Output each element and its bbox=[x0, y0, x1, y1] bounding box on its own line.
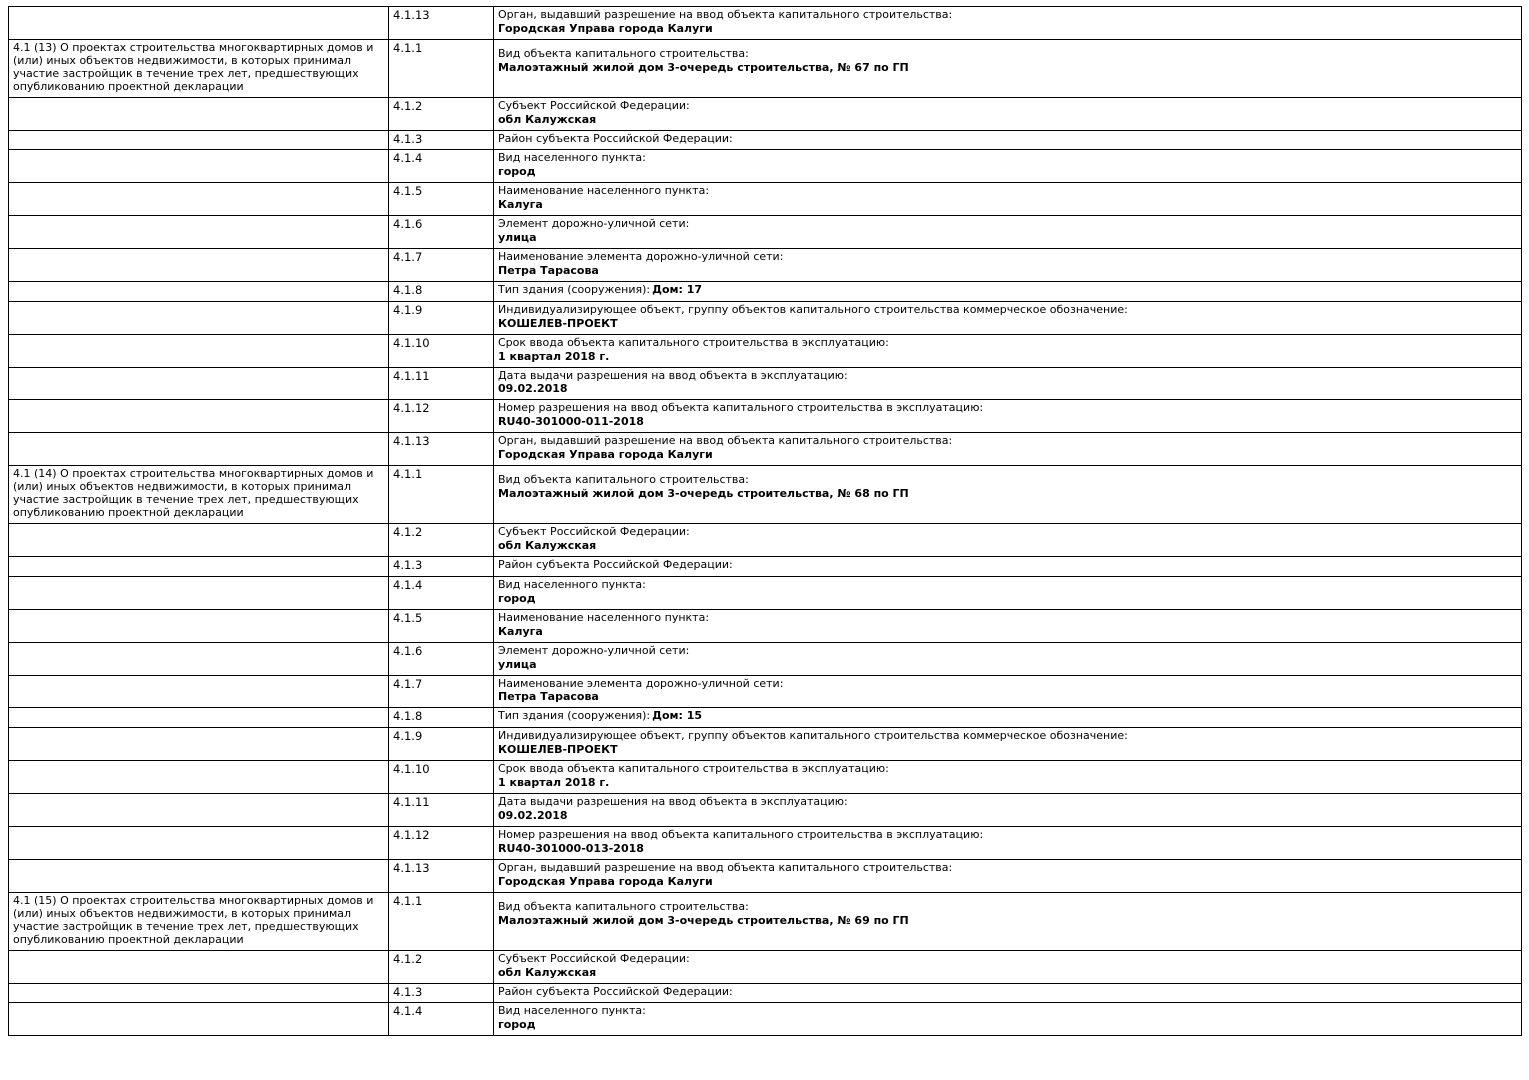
table-row bbox=[9, 557, 1522, 577]
field-value: Калуга bbox=[498, 198, 543, 212]
field-label: Тип здания (сооружения): bbox=[498, 283, 651, 297]
field-label: Район субъекта Российской Федерации: bbox=[498, 984, 733, 998]
field-code: 4.1.11 bbox=[389, 793, 494, 826]
field-code: 4.1.13 bbox=[389, 433, 494, 466]
field-label: Наименование элемента дорожно-уличной сети: bbox=[498, 676, 784, 690]
field-content bbox=[494, 859, 1522, 892]
field-label: Дата выдачи разрешения на ввод объекта в эксплуатацию: bbox=[498, 368, 848, 382]
field-content bbox=[494, 708, 1522, 728]
field-code: 4.1.6 bbox=[389, 642, 494, 675]
field-content bbox=[494, 7, 1522, 40]
field-code: 4.1.1 bbox=[389, 892, 494, 950]
declaration-table bbox=[8, 6, 1522, 1036]
table-row bbox=[9, 433, 1522, 466]
section-spacer-cell bbox=[9, 609, 389, 642]
field-value: улица bbox=[498, 657, 537, 671]
table-row bbox=[9, 950, 1522, 983]
field-code: 4.1.9 bbox=[389, 728, 494, 761]
field-content bbox=[494, 642, 1522, 675]
section-spacer-cell bbox=[9, 1003, 389, 1036]
field-value: Городская Управа города Калуги bbox=[498, 874, 713, 888]
field-label: Срок ввода объекта капитального строительства в эксплуатацию: bbox=[498, 761, 889, 775]
field-content bbox=[494, 249, 1522, 282]
field-content bbox=[494, 760, 1522, 793]
field-label: Тип здания (сооружения): bbox=[498, 709, 651, 723]
field-content bbox=[494, 950, 1522, 983]
field-value: RU40-301000-013-2018 bbox=[498, 841, 644, 855]
field-code: 4.1.5 bbox=[389, 183, 494, 216]
field-label: Субъект Российской Федерации: bbox=[498, 525, 690, 539]
field-code: 4.1.2 bbox=[389, 524, 494, 557]
field-code: 4.1.4 bbox=[389, 1003, 494, 1036]
section-spacer-cell bbox=[9, 282, 389, 302]
table-row bbox=[9, 301, 1522, 334]
section-spacer-cell bbox=[9, 760, 389, 793]
section-heading-cell: 4.1 (15) О проектах строительства многоквартирных домов и (или) иных объектов недвижимости, в которых принимал участие застройщик в течение трех лет, предшествующих опубликованию проектной декларации bbox=[9, 892, 389, 950]
field-code: 4.1.13 bbox=[389, 7, 494, 40]
field-code: 4.1.11 bbox=[389, 367, 494, 400]
field-label: Район субъекта Российской Федерации: bbox=[498, 558, 733, 572]
field-code: 4.1.3 bbox=[389, 130, 494, 150]
field-content bbox=[494, 1003, 1522, 1036]
section-spacer-cell bbox=[9, 950, 389, 983]
field-code: 4.1.12 bbox=[389, 400, 494, 433]
section-spacer-cell bbox=[9, 150, 389, 183]
table-row bbox=[9, 183, 1522, 216]
section-spacer-cell bbox=[9, 433, 389, 466]
field-value: Городская Управа города Калуги bbox=[498, 448, 713, 462]
field-label: Наименование населенного пункта: bbox=[498, 610, 710, 624]
section-spacer-cell bbox=[9, 301, 389, 334]
section-heading-cell: 4.1 (13) О проектах строительства многоквартирных домов и (или) иных объектов недвижимости, в которых принимал участие застройщик в течение трех лет, предшествующих опубликованию проектной декларации bbox=[9, 39, 389, 97]
section-spacer-cell bbox=[9, 642, 389, 675]
field-value: Петра Тарасова bbox=[498, 264, 599, 278]
section-spacer-cell bbox=[9, 524, 389, 557]
field-label: Субъект Российской Федерации: bbox=[498, 951, 690, 965]
table-row bbox=[9, 249, 1522, 282]
field-label: Элемент дорожно-уличной сети: bbox=[498, 217, 690, 231]
field-content bbox=[494, 282, 1522, 302]
table-row bbox=[9, 760, 1522, 793]
field-code: 4.1.8 bbox=[389, 282, 494, 302]
field-content bbox=[494, 216, 1522, 249]
field-value: 09.02.2018 bbox=[498, 382, 568, 396]
field-content bbox=[494, 301, 1522, 334]
field-code: 4.1.13 bbox=[389, 859, 494, 892]
field-label: Элемент дорожно-уличной сети: bbox=[498, 643, 690, 657]
field-code: 4.1.1 bbox=[389, 466, 494, 524]
table-row bbox=[9, 7, 1522, 40]
field-code: 4.1.5 bbox=[389, 609, 494, 642]
field-code: 4.1.4 bbox=[389, 576, 494, 609]
field-value: Дом: 15 bbox=[652, 709, 703, 723]
field-code: 4.1.3 bbox=[389, 983, 494, 1003]
field-label: Орган, выдавший разрешение на ввод объекта капитального строительства: bbox=[498, 8, 953, 21]
field-value: Дом: 17 bbox=[652, 283, 703, 297]
field-label: Вид объекта капитального строительства: bbox=[498, 46, 749, 60]
table-row bbox=[9, 282, 1522, 302]
field-content bbox=[494, 675, 1522, 708]
field-content bbox=[494, 130, 1522, 150]
section-spacer-cell bbox=[9, 183, 389, 216]
field-label: Вид населенного пункта: bbox=[498, 577, 646, 591]
table-row bbox=[9, 97, 1522, 130]
field-label: Номер разрешения на ввод объекта капитального строительства в эксплуатацию: bbox=[498, 401, 984, 415]
table-row bbox=[9, 642, 1522, 675]
section-spacer-cell bbox=[9, 97, 389, 130]
section-heading-cell: 4.1 (14) О проектах строительства многоквартирных домов и (или) иных объектов недвижимости, в которых принимал участие застройщик в течение трех лет, предшествующих опубликованию проектной декларации bbox=[9, 466, 389, 524]
field-value: Городская Управа города Калуги bbox=[498, 21, 713, 35]
field-label: Орган, выдавший разрешение на ввод объекта капитального строительства: bbox=[498, 860, 953, 874]
table-row bbox=[9, 466, 1522, 524]
table-row bbox=[9, 150, 1522, 183]
field-label: Субъект Российской Федерации: bbox=[498, 98, 690, 112]
field-value: город bbox=[498, 165, 536, 179]
field-value: Малоэтажный жилой дом 3-очередь строительства, № 69 по ГП bbox=[498, 913, 909, 927]
section-spacer-cell bbox=[9, 367, 389, 400]
field-label: Орган, выдавший разрешение на ввод объекта капитального строительства: bbox=[498, 434, 953, 448]
field-code: 4.1.1 bbox=[389, 39, 494, 97]
field-content bbox=[494, 524, 1522, 557]
field-content bbox=[494, 557, 1522, 577]
table-row bbox=[9, 576, 1522, 609]
field-content bbox=[494, 826, 1522, 859]
field-content bbox=[494, 97, 1522, 130]
field-code: 4.1.12 bbox=[389, 826, 494, 859]
table-row bbox=[9, 826, 1522, 859]
section-spacer-cell bbox=[9, 793, 389, 826]
field-content bbox=[494, 183, 1522, 216]
table-row bbox=[9, 400, 1522, 433]
field-code: 4.1.7 bbox=[389, 249, 494, 282]
field-value: Петра Тарасова bbox=[498, 690, 599, 704]
section-heading-cell bbox=[9, 7, 389, 40]
field-label: Номер разрешения на ввод объекта капитального строительства в эксплуатацию: bbox=[498, 827, 984, 841]
field-label: Вид населенного пункта: bbox=[498, 1004, 646, 1018]
field-code: 4.1.6 bbox=[389, 216, 494, 249]
field-label: Индивидуализирующее объект, группу объектов капитального строительства коммерческое обозначение: bbox=[498, 302, 1128, 316]
field-code: 4.1.2 bbox=[389, 97, 494, 130]
field-label: Вид объекта капитального строительства: bbox=[498, 473, 749, 487]
table-row bbox=[9, 983, 1522, 1003]
section-spacer-cell bbox=[9, 334, 389, 367]
table-row bbox=[9, 1003, 1522, 1036]
field-content bbox=[494, 576, 1522, 609]
field-value: Малоэтажный жилой дом 3-очередь строительства, № 68 по ГП bbox=[498, 487, 909, 501]
table-row bbox=[9, 609, 1522, 642]
field-label: Наименование элемента дорожно-уличной сети: bbox=[498, 250, 784, 264]
field-value: Калуга bbox=[498, 624, 543, 638]
field-content bbox=[494, 609, 1522, 642]
section-spacer-cell bbox=[9, 216, 389, 249]
field-value: обл Калужская bbox=[498, 965, 597, 979]
section-spacer-cell bbox=[9, 859, 389, 892]
field-code: 4.1.10 bbox=[389, 760, 494, 793]
section-spacer-cell bbox=[9, 576, 389, 609]
field-content bbox=[494, 433, 1522, 466]
section-spacer-cell bbox=[9, 728, 389, 761]
table-row bbox=[9, 708, 1522, 728]
field-value: город bbox=[498, 1018, 536, 1032]
section-spacer-cell bbox=[9, 557, 389, 577]
section-spacer-cell bbox=[9, 983, 389, 1003]
table-row bbox=[9, 675, 1522, 708]
section-spacer-cell bbox=[9, 249, 389, 282]
field-value: Малоэтажный жилой дом 3-очередь строительства, № 67 по ГП bbox=[498, 60, 909, 74]
field-value: улица bbox=[498, 231, 537, 245]
section-spacer-cell bbox=[9, 130, 389, 150]
field-value: 1 квартал 2018 г. bbox=[498, 775, 610, 789]
field-value: обл Калужская bbox=[498, 539, 597, 553]
field-content bbox=[494, 793, 1522, 826]
field-content bbox=[494, 728, 1522, 761]
field-value: 09.02.2018 bbox=[498, 808, 568, 822]
section-spacer-cell bbox=[9, 826, 389, 859]
field-content bbox=[494, 367, 1522, 400]
section-spacer-cell bbox=[9, 400, 389, 433]
field-code: 4.1.10 bbox=[389, 334, 494, 367]
table-row bbox=[9, 39, 1522, 97]
field-label: Вид населенного пункта: bbox=[498, 151, 646, 165]
field-value: обл Калужская bbox=[498, 112, 597, 126]
field-code: 4.1.7 bbox=[389, 675, 494, 708]
field-content bbox=[494, 466, 1522, 524]
field-value: КОШЕЛЕВ-ПРОЕКТ bbox=[498, 316, 618, 330]
field-code: 4.1.2 bbox=[389, 950, 494, 983]
field-value: город bbox=[498, 591, 536, 605]
field-value: RU40-301000-011-2018 bbox=[498, 415, 644, 429]
field-label: Дата выдачи разрешения на ввод объекта в эксплуатацию: bbox=[498, 794, 848, 808]
field-label: Наименование населенного пункта: bbox=[498, 184, 710, 198]
field-code: 4.1.9 bbox=[389, 301, 494, 334]
field-value: КОШЕЛЕВ-ПРОЕКТ bbox=[498, 742, 618, 756]
field-label: Срок ввода объекта капитального строительства в эксплуатацию: bbox=[498, 335, 889, 349]
section-spacer-cell bbox=[9, 708, 389, 728]
table-row bbox=[9, 524, 1522, 557]
table-row bbox=[9, 728, 1522, 761]
field-content bbox=[494, 334, 1522, 367]
field-content bbox=[494, 150, 1522, 183]
table-row bbox=[9, 216, 1522, 249]
table-row bbox=[9, 367, 1522, 400]
field-content bbox=[494, 983, 1522, 1003]
table-row bbox=[9, 793, 1522, 826]
section-spacer-cell bbox=[9, 675, 389, 708]
field-content bbox=[494, 892, 1522, 950]
table-row bbox=[9, 334, 1522, 367]
table-row bbox=[9, 130, 1522, 150]
field-content bbox=[494, 400, 1522, 433]
field-code: 4.1.3 bbox=[389, 557, 494, 577]
field-label: Индивидуализирующее объект, группу объектов капитального строительства коммерческое обозначение: bbox=[498, 729, 1128, 742]
declaration-table-body bbox=[9, 7, 1522, 1036]
field-content bbox=[494, 39, 1522, 97]
table-row bbox=[9, 859, 1522, 892]
field-label: Район субъекта Российской Федерации: bbox=[498, 131, 733, 145]
table-row bbox=[9, 892, 1522, 950]
field-label: Вид объекта капитального строительства: bbox=[498, 899, 749, 913]
field-value: 1 квартал 2018 г. bbox=[498, 349, 610, 363]
field-code: 4.1.4 bbox=[389, 150, 494, 183]
field-code: 4.1.8 bbox=[389, 708, 494, 728]
